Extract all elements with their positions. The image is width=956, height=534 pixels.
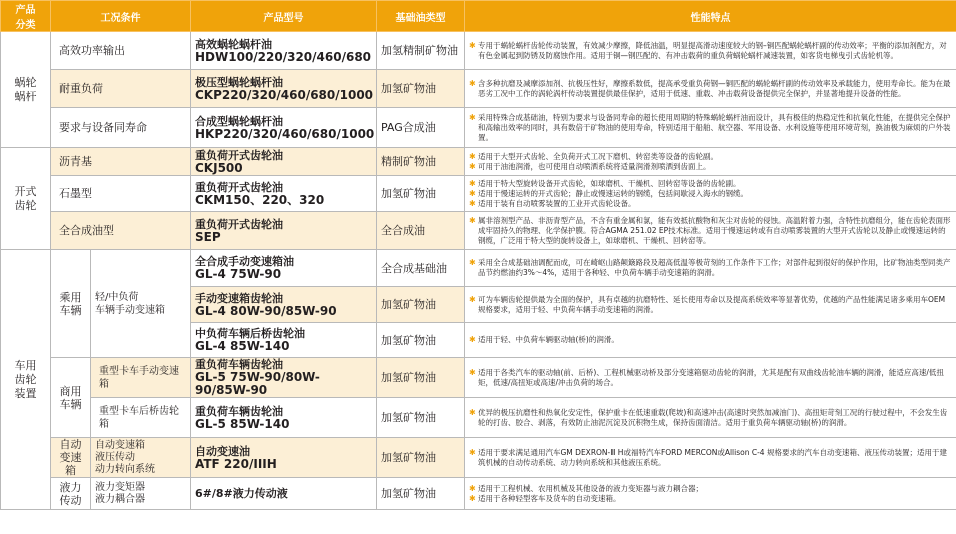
star-bullet-icon: ✱ bbox=[469, 161, 476, 171]
feature-line bbox=[469, 484, 952, 494]
feature-line bbox=[469, 189, 952, 199]
feature-text: 属非溶剂型产品、非沥青型产品，不含有重金属和氯，能有效抵抗酸物和灰尘对齿轮的侵蚀。高温附着力强，含特性抗磨组分，能在齿轮表面形成牢固持久的物理、化学保护膜。符合AGMA 251.02 EP技术标准。适用于慢速运转或有自动喷雾装置的大型开式齿轮以及静止或慢速运转的钢缆，广泛用于特大型的旋转设备上，如球磨机、干燥机、回转窑等。 bbox=[478, 215, 951, 245]
table-row bbox=[1, 478, 956, 510]
feature-line bbox=[469, 408, 952, 428]
header-conditions: 工况条件 bbox=[51, 1, 191, 32]
feature-line bbox=[469, 258, 952, 278]
star-bullet-icon: ✱ bbox=[469, 178, 476, 188]
feature-line bbox=[469, 79, 952, 99]
star-bullet-icon: ✱ bbox=[469, 198, 476, 208]
condition-cell: 全合成油型 bbox=[51, 212, 191, 250]
feature-line bbox=[469, 295, 952, 315]
star-bullet-icon: ✱ bbox=[469, 78, 476, 88]
model-name: 自动变速油 bbox=[195, 444, 250, 458]
model-name: 全合成手动变速箱油 bbox=[195, 255, 294, 268]
feature-text: 可用于油池润滑，也可使用自动喷洒系统将适量润滑剂喷洒到齿面上。 bbox=[478, 161, 711, 171]
table-row bbox=[1, 108, 956, 148]
table-row bbox=[1, 398, 956, 438]
features-cell bbox=[465, 358, 956, 398]
star-bullet-icon: ✱ bbox=[469, 294, 476, 304]
model-code: SEP bbox=[195, 229, 221, 244]
model-name: 极压型蜗轮蜗杆油 bbox=[195, 75, 283, 89]
category-vehicle-gear: 车用 齿轮 装置 bbox=[1, 250, 51, 510]
subcategory-auto-transmission: 自动 变速箱 bbox=[51, 438, 91, 478]
base-oil-cell: 加氢矿物油 bbox=[377, 398, 465, 438]
model-cell bbox=[191, 287, 377, 323]
feature-text: 可为车辆齿轮提供最为全面的保护，具有卓越的抗磨特性、延长使用寿命以及提高系统效率等显著优势，优越的产品性能满足诸多乘用车OEM规格要求，适用于轻、中负荷车辆手动变速箱的润滑。 bbox=[478, 294, 946, 314]
feature-text: 适用于大型开式齿轮、全负荷开式工况下磨机、转窑类等设备的齿轮副。 bbox=[478, 151, 718, 161]
star-bullet-icon: ✱ bbox=[469, 493, 476, 503]
model-cell bbox=[191, 32, 377, 70]
model-code: HDW100/220/320/460/680 bbox=[195, 49, 372, 64]
feature-text: 专用于蜗轮蜗杆齿轮传动装置，有效减少摩擦，降低油温，明显提高滑动速度较大的钢–铜匹配蜗轮蜗杆副的传动效率；平衡的添加剂配方，对有色金属起到防锈及防腐蚀作用。适用于铜—钢匹配的、有冲击载荷的重负荷蜗轮蜗杆减速装置，如客货电梯曳引式齿轮机等。 bbox=[478, 40, 947, 60]
feature-line bbox=[469, 494, 952, 504]
table-row bbox=[1, 212, 956, 250]
model-name: 6#/8#液力传动液 bbox=[195, 487, 288, 500]
feature-text: 适用于各种轻型客车及货车的自动变速箱。 bbox=[478, 493, 621, 503]
model-code: HKP220/320/460/680/1000 bbox=[195, 126, 375, 141]
subcategory-passenger: 乘用 车辆 bbox=[51, 250, 91, 358]
model-code: ATF 220/IIIH bbox=[195, 456, 277, 471]
condition-cell: 耐重负荷 bbox=[51, 70, 191, 108]
table-row bbox=[1, 32, 956, 70]
star-bullet-icon: ✱ bbox=[469, 151, 476, 161]
model-code: CKP220/320/460/680/1000 bbox=[195, 87, 374, 102]
model-name: 手动变速箱齿轮油 bbox=[195, 291, 283, 305]
feature-text: 适用于装有自动喷雾装置的工业开式齿轮设备。 bbox=[478, 198, 636, 208]
feature-text: 适用于要求满足通用汽车GM DEXRON-Ⅲ H或福特汽车FORD MERCON或Allison C-4 规格要求的汽车自动变速箱、液压传动装置；适用于建筑机械的自动传动系统、动力转向系统和其他液压系统。 bbox=[478, 447, 947, 467]
base-oil-cell: 精制矿物油 bbox=[377, 148, 465, 176]
condition-cell: 沥青基 bbox=[51, 148, 191, 176]
star-bullet-icon: ✱ bbox=[469, 40, 476, 50]
feature-text: 适用于慢速运转的开式齿轮；静止或慢速运转的钢缆，包括间歇浸入海水的钢缆。 bbox=[478, 188, 748, 198]
model-code: GL-5 75W-90/80W-90/85W-90 bbox=[195, 370, 320, 397]
feature-line bbox=[469, 162, 952, 172]
base-oil-cell: 全合成基础油 bbox=[377, 250, 465, 287]
model-code: GL-4 85W-140 bbox=[195, 339, 290, 353]
model-cell bbox=[191, 176, 377, 212]
model-cell bbox=[191, 212, 377, 250]
features-cell bbox=[465, 32, 956, 70]
feature-text: 适用于特大型旋转设备开式齿轮，如球磨机、干燥机、回转窑等设备的齿轮副。 bbox=[478, 178, 741, 188]
feature-text: 采用全合成基础油调配而成，可在崎岖山路颠簸路段及超高低温等极苛刻的工作条件下工作；对部件起到很好的保护作用，比矿物油类型同类产品节约燃油约3%～4%，适用于各种轻、中负荷车辆手动变速箱的润滑。 bbox=[478, 258, 951, 277]
model-name: 中负荷车辆后桥齿轮油 bbox=[195, 327, 305, 340]
category-open-gear: 开式 齿轮 bbox=[1, 148, 51, 250]
star-bullet-icon: ✱ bbox=[469, 483, 476, 493]
feature-text: 适用于各类汽车的驱动轴(前、后桥)、工程机械驱动桥及部分变速箱驱动齿轮的润滑，尤其是配有双曲线齿轮油车辆的润滑，能适应高速/低扭矩，低速/高扭矩或高速/冲击负荷的场合。 bbox=[478, 367, 944, 387]
star-bullet-icon: ✱ bbox=[469, 335, 476, 344]
model-name: 合成型蜗轮蜗杆油 bbox=[195, 114, 283, 128]
model-cell bbox=[191, 478, 377, 510]
base-oil-cell: 全合成油 bbox=[377, 212, 465, 250]
table-row bbox=[1, 148, 956, 176]
model-code: CKM150、220、320 bbox=[195, 192, 325, 207]
model-name: 重负荷开式齿轮油 bbox=[195, 148, 283, 162]
feature-line bbox=[469, 368, 952, 388]
model-cell bbox=[191, 250, 377, 287]
feature-line bbox=[469, 199, 952, 209]
table-row bbox=[1, 438, 956, 478]
header-model: 产品型号 bbox=[191, 1, 377, 32]
model-cell bbox=[191, 148, 377, 176]
condition-cell: 重型卡车手动变速箱 bbox=[91, 358, 191, 398]
feature-text: 含多种抗磨及减摩添加剂、抗极压性好，摩擦系数低，提高承受重负荷钢—铜匹配的蜗轮蜗杆副的传动效率及承载能力，使用寿命长。能为在最恶劣工况中工作的涡轮涡杆传动装置提供最佳保护，适用于低速、重载、冲击载荷设备提供完全保护，并显著地提升设备的性能。 bbox=[478, 78, 951, 98]
features-cell bbox=[465, 478, 956, 510]
condition-cell: 重型卡车后桥齿轮箱 bbox=[91, 398, 191, 438]
feature-line bbox=[469, 335, 952, 345]
features-cell bbox=[465, 108, 956, 148]
features-cell bbox=[465, 287, 956, 323]
model-code: GL-4 80W-90/85W-90 bbox=[195, 303, 337, 318]
subcategory-commercial: 商用 车辆 bbox=[51, 358, 91, 438]
feature-line bbox=[469, 448, 952, 468]
subcategory-hydraulic: 液力 传动 bbox=[51, 478, 91, 510]
features-cell bbox=[465, 323, 956, 358]
model-cell bbox=[191, 438, 377, 478]
base-oil-cell: 加氢精制矿物油 bbox=[377, 32, 465, 70]
model-name: 重负荷车辆齿轮油 bbox=[195, 404, 283, 418]
feature-text: 适用于轻、中负荷车辆驱动轴(桥)的润滑。 bbox=[478, 335, 619, 344]
feature-line bbox=[469, 216, 952, 246]
condition-cell: 要求与设备同寿命 bbox=[51, 108, 191, 148]
base-oil-cell: 加氢矿物油 bbox=[377, 287, 465, 323]
base-oil-cell: PAG合成油 bbox=[377, 108, 465, 148]
model-cell bbox=[191, 398, 377, 438]
features-cell bbox=[465, 212, 956, 250]
model-code: GL-5 85W-140 bbox=[195, 416, 290, 431]
star-bullet-icon: ✱ bbox=[469, 447, 476, 457]
base-oil-cell: 加氢矿物油 bbox=[377, 438, 465, 478]
condition-cell: 高效功率输出 bbox=[51, 32, 191, 70]
model-name: 高效蜗轮蜗杆油 bbox=[195, 37, 272, 51]
star-bullet-icon: ✱ bbox=[469, 112, 476, 122]
header-row bbox=[1, 1, 956, 32]
star-bullet-icon: ✱ bbox=[469, 258, 476, 267]
base-oil-cell: 加氢矿物油 bbox=[377, 358, 465, 398]
model-cell bbox=[191, 70, 377, 108]
feature-text: 优异的极压抗磨性和热氧化安定性，保护重卡在低速重载(爬坡)和高速冲击(高速时突然加减油门)、高扭矩苛刻工况的行驶过程中，不会发生齿轮的打齿、胶合、剥落，有效防止油泥沉淀及沉积物生成，保持齿面清洁。适用于重负荷车辆驱动轴(桥)的润滑。 bbox=[478, 407, 948, 427]
model-name: 重负荷开式齿轮油 bbox=[195, 217, 283, 231]
features-cell bbox=[465, 70, 956, 108]
header-category: 产品 分类 bbox=[1, 1, 51, 32]
feature-line bbox=[469, 152, 952, 162]
condition-passenger: 轻/中负荷 车辆手动变速箱 bbox=[91, 250, 191, 358]
table-row bbox=[1, 250, 956, 287]
feature-line bbox=[469, 179, 952, 189]
features-cell bbox=[465, 148, 956, 176]
feature-text: 适用于工程机械、农用机械及其他设备的液力变矩器与液力耦合器； bbox=[478, 483, 703, 493]
base-oil-cell: 加氢矿物油 bbox=[377, 70, 465, 108]
condition-cell: 自动变速箱 液压传动 动力转向系统 bbox=[91, 438, 191, 478]
table-row bbox=[1, 176, 956, 212]
base-oil-cell: 加氢矿物油 bbox=[377, 323, 465, 358]
feature-line bbox=[469, 113, 952, 143]
condition-cell: 液力变矩器 液力耦合器 bbox=[91, 478, 191, 510]
condition-cell: 石墨型 bbox=[51, 176, 191, 212]
feature-text: 采用特殊合成基础油，特别为要求与设备同寿命的超长使用周期的特殊蜗轮蜗杆油而设计，具有极佳的热稳定性和抗氧化性能，在提供完全保护和高输出效率的同时，具有数倍于矿物油的使用寿命，特别适用于船舶、航空器、军用设备、水利设施等使用环境苛刻，换油极为麻烦的户外装置。 bbox=[478, 112, 951, 142]
table-row bbox=[1, 70, 956, 108]
model-cell bbox=[191, 323, 377, 358]
table-row bbox=[1, 358, 956, 398]
model-cell bbox=[191, 358, 377, 398]
features-cell bbox=[465, 438, 956, 478]
header-features: 性能特点 bbox=[465, 1, 956, 32]
star-bullet-icon: ✱ bbox=[469, 188, 476, 198]
features-cell bbox=[465, 176, 956, 212]
model-code: GL-4 75W-90 bbox=[195, 267, 282, 281]
model-name: 重负荷开式齿轮油 bbox=[195, 180, 283, 194]
header-base-oil: 基础油类型 bbox=[377, 1, 465, 32]
feature-line bbox=[469, 41, 952, 61]
star-bullet-icon: ✱ bbox=[469, 367, 476, 377]
star-bullet-icon: ✱ bbox=[469, 407, 476, 417]
star-bullet-icon: ✱ bbox=[469, 215, 476, 225]
base-oil-cell: 加氢矿物油 bbox=[377, 176, 465, 212]
base-oil-cell: 加氢矿物油 bbox=[377, 478, 465, 510]
features-cell bbox=[465, 398, 956, 438]
model-name: 重负荷车辆齿轮油 bbox=[195, 358, 283, 371]
features-cell bbox=[465, 250, 956, 287]
model-cell bbox=[191, 108, 377, 148]
category-worm: 蜗轮 蜗杆 bbox=[1, 32, 51, 148]
model-code: CKJ500 bbox=[195, 160, 243, 175]
